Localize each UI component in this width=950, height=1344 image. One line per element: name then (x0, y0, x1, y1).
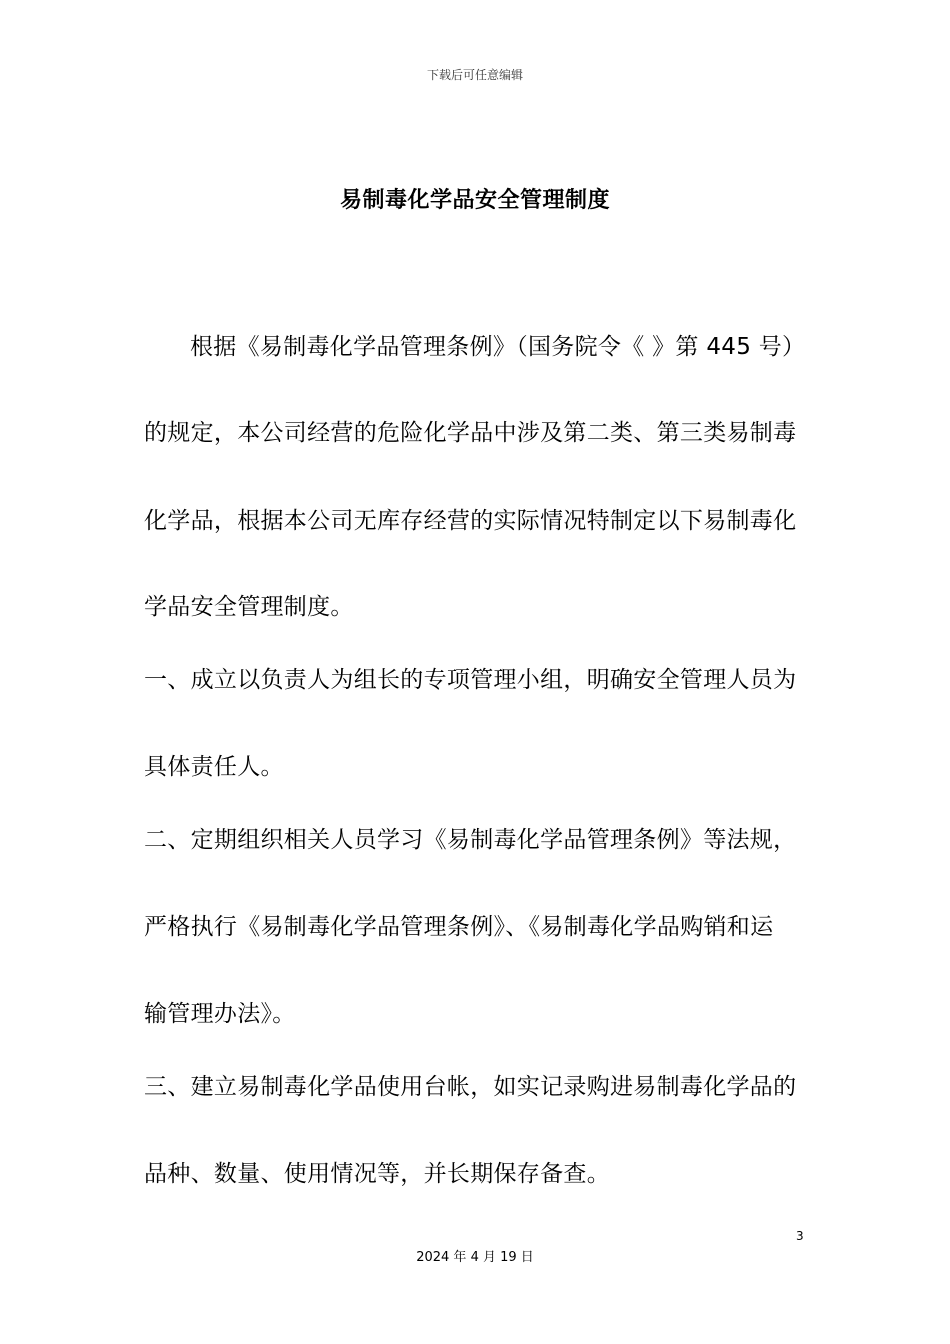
paragraph-line-6: 具体责任人。 (144, 754, 284, 780)
page-number: 3 (796, 1229, 804, 1243)
paragraph-line-5: 一、成立以负责人为组长的专项管理小组，明确安全管理人员为 (144, 667, 797, 693)
paragraph-line-7: 二、定期组织相关人员学习《易制毒化学品管理条例》等法规， (144, 827, 797, 853)
paragraph-line-1: 根据《易制毒化学品管理条例》（国务院令《 》第 445 号） (190, 334, 806, 360)
footer-date: 2024 年 4 月 19 日 (416, 1250, 534, 1265)
document-title: 易制毒化学品安全管理制度 (339, 188, 610, 213)
paragraph-line-2: 的规定，本公司经营的危险化学品中涉及第二类、第三类易制毒 (144, 420, 797, 446)
paragraph-line-3: 化学品，根据本公司无库存经营的实际情况特制定以下易制毒化 (144, 508, 797, 534)
paragraph-line-4: 学品安全管理制度。 (144, 594, 354, 620)
paragraph-line-10: 三、建立易制毒化学品使用台帐，如实记录购进易制毒化学品的 (144, 1074, 797, 1100)
paragraph-line-11: 品种、数量、使用情况等，并长期保存备查。 (144, 1161, 610, 1187)
paragraph-line-8: 严格执行《易制毒化学品管理条例》、《易制毒化学品购销和运 (144, 914, 774, 940)
paragraph-line-9: 输管理办法》。 (144, 1001, 296, 1027)
header-note: 下载后可任意编辑 (426, 68, 523, 82)
